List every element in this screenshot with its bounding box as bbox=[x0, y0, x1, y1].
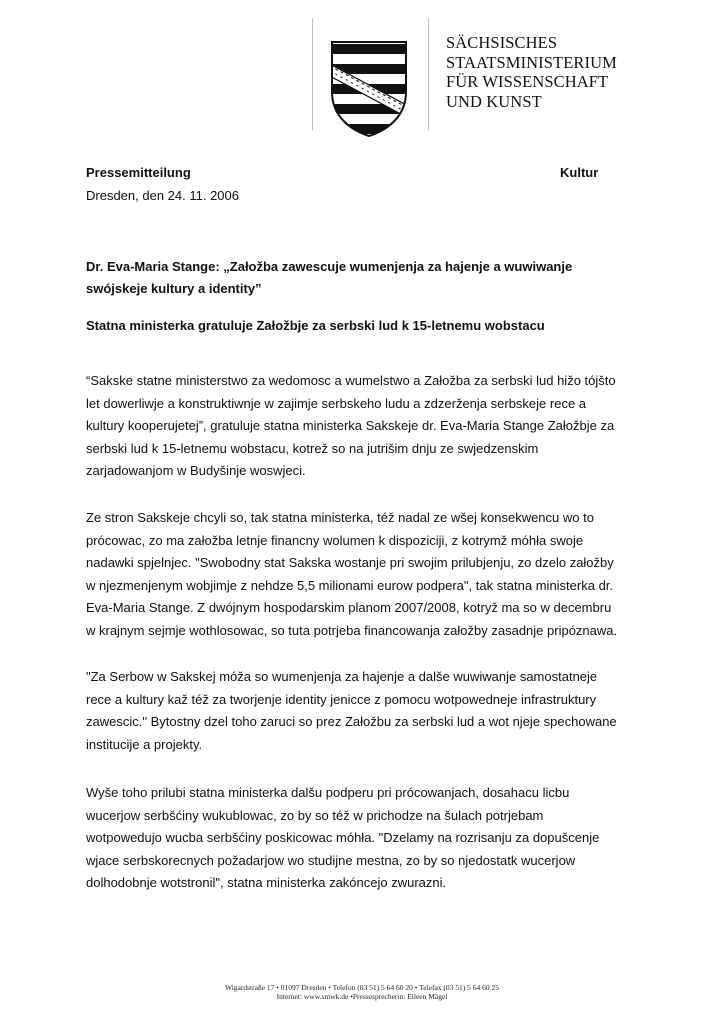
ministry-line: SÄCHSISCHES bbox=[446, 33, 558, 52]
letterhead-rule-right bbox=[428, 18, 429, 130]
category-label: Kultur bbox=[560, 165, 599, 180]
footer-address: Wigardstraße 17 • 01097 Dresden • Telefon (03 51) 5 64 60 20 • Telefax (03 51) 5 64 60 25 bbox=[224, 983, 500, 992]
text-line: w njezmenjenym wobjimje z nehdze 5,5 milionami eurow podpera", tak statna ministerka dr. bbox=[86, 577, 614, 593]
ministry-name bbox=[446, 33, 617, 111]
text-line: w krajnym sejmje wothlosowac, so tuta potrjeba financowanja załožby zasadnje pripóznawa. bbox=[86, 622, 618, 638]
ministry-line: FÜR WISSENSCHAFT bbox=[446, 72, 609, 91]
headline-title bbox=[86, 256, 626, 300]
text-line: “Sakske statne ministerstwo za wedomosc a wumelstwo a Załožba za serbski lud hižo tójšto bbox=[86, 373, 616, 388]
headline-title-line: Dr. Eva-Maria Stange: „Załožba zawescuje wumenjenja za hajenje a wuwiwanje bbox=[86, 259, 573, 274]
text-line: nadawki spjelnjec. "Swobodny stat Sakska wostanje pri swojim prilubjenju, zo dzelo załožby bbox=[86, 555, 614, 571]
text-line: kultury kooperujetej”, gratuluje statna ministerka Sakskeje dr. Eva-Maria Stange Załožbje za bbox=[86, 418, 615, 434]
body-paragraph-1 bbox=[86, 370, 646, 483]
body-paragraph-4 bbox=[86, 782, 646, 895]
dateline: Dresden, den 24. 11. 2006 bbox=[86, 188, 239, 203]
saxony-coat-of-arms-icon bbox=[330, 40, 408, 138]
text-line: zarjadowanjom w Budyšinje woswjeci. bbox=[86, 463, 306, 479]
text-line: wjace serbskorecnych požadarjow wo studijne mestna, zo by so njedostatk wucerjow bbox=[86, 852, 576, 868]
text-line: wucerjow serbšćiny wukublowac, zo by so též w prichodze na šulach potrjebam bbox=[86, 807, 544, 823]
footer-contact: Internet: www.smwk.de •Pressesprecherin: Eileen Mägel bbox=[276, 992, 448, 1001]
ministry-line: STAATSMINISTERIUM bbox=[446, 52, 617, 72]
text-line: Ze stron Sakskeje chcyli so, tak statna ministerka, též nadal ze wšej konsekwencu wo to bbox=[86, 510, 594, 525]
text-line: institucije a projekty. bbox=[86, 736, 203, 752]
headline-subtitle: Statna ministerka gratuluje Załožbje za serbski lud k 15-letnemu wobstacu bbox=[86, 318, 545, 333]
text-line: wotpowedujo wucba serbšćiny poskicowac móhła. "Dzelamy na rozrisanju za dopušcenje bbox=[86, 830, 600, 846]
ministry-line: UND KUNST bbox=[446, 91, 542, 111]
letterhead-rule-left bbox=[312, 18, 313, 130]
body-paragraph-2 bbox=[86, 507, 646, 643]
text-line: "Za Serbow w Sakskej móža so wumenjenja za hajenje a dalše wuwiwanje samostatneje bbox=[86, 669, 598, 684]
text-line: dolhodobnje wotstronil", statna ministerka zakóncejo zwurazni. bbox=[86, 875, 447, 891]
text-line: rece a kultury kaž též za tworjenje identity jenicce z pomocu wotpowedneje infrastruktury bbox=[86, 691, 597, 707]
text-line: Wyše toho prilubi statna ministerka dalšu podperu pri prócowanjach, dosahacu licbu bbox=[86, 785, 570, 800]
body-paragraph-3 bbox=[86, 666, 646, 756]
document-type: Pressemitteilung bbox=[86, 165, 191, 180]
headline-title-line: swójskeje kultury a identity” bbox=[86, 281, 262, 296]
text-line: let dowerliwje a konstruktiwnje w zajimje serbskeho ludu a zdzerženja serbskeje rece a bbox=[86, 395, 587, 411]
text-line: prócowac, zo ma załožba letnje financny wolumen k dispoziciji, z kotrymž móhła swoje bbox=[86, 532, 584, 548]
text-line: serbski lud k 15-letnemu wobstacu, kotrež so na jutrišim dnju ze swjedzenskim bbox=[86, 440, 539, 456]
text-line: zawescic." Bytostny dzel toho zaruci so prez Załožbu za serbski lud a wot njeje spechowane bbox=[86, 714, 617, 730]
text-line: Eva-Maria Stange. Z dwójnym hospodarskim planom 2007/2008, kotryž ma so w decembru bbox=[86, 600, 612, 616]
